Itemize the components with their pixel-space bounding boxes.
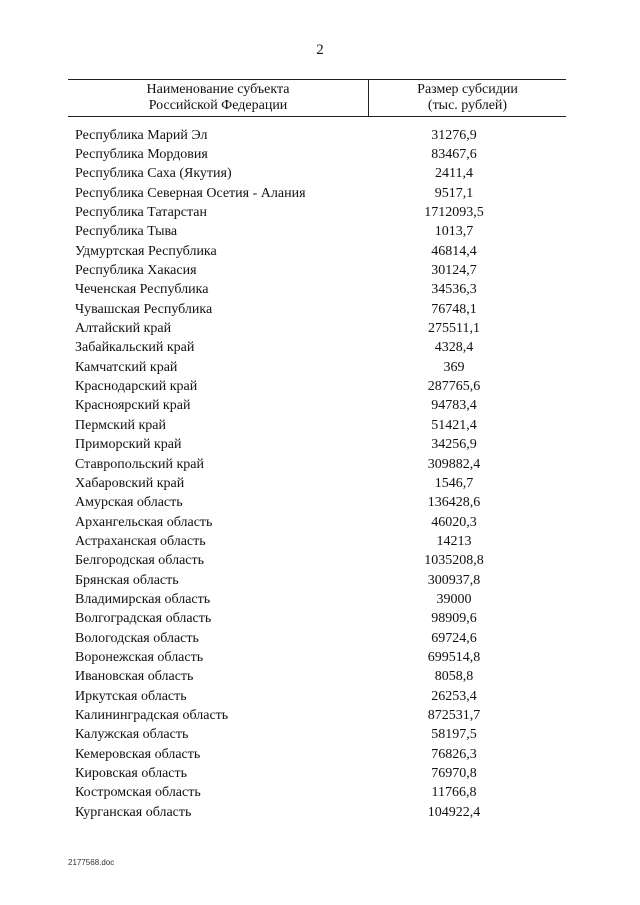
subsidy-amount: 4328,4	[434, 340, 474, 356]
region-name: Красноярский край	[75, 398, 191, 414]
subsidy-amount: 76826,3	[431, 746, 477, 762]
table-row	[75, 532, 555, 551]
subsidy-amount: 39000	[436, 591, 472, 607]
region-name: Республика Северная Осетия - Алания	[75, 185, 306, 201]
subsidy-amount: 2411,4	[435, 166, 473, 182]
table-row	[75, 455, 555, 474]
region-name: Краснодарский край	[75, 379, 198, 395]
subsidy-amount: 46814,4	[431, 243, 477, 259]
subsidy-amount: 369	[443, 359, 465, 375]
table-row	[75, 764, 555, 783]
column-header-name-line1: Наименование субъекта	[146, 82, 290, 97]
table-row	[75, 706, 555, 725]
table-row	[75, 552, 555, 571]
subsidy-amount: 11766,8	[431, 785, 477, 801]
region-name: Кемеровская область	[75, 746, 201, 762]
table-row	[75, 745, 555, 764]
table-header	[68, 79, 566, 117]
column-header-name-line2: Российской Федерации	[148, 98, 288, 113]
table-row	[75, 726, 555, 745]
region-name: Республика Марий Эл	[75, 127, 208, 143]
table-body	[75, 126, 555, 822]
table-row	[75, 687, 555, 706]
region-name: Иркутская область	[75, 688, 187, 704]
table-row	[75, 474, 555, 493]
subsidy-amount: 14213	[436, 533, 472, 549]
region-name: Хабаровский край	[75, 475, 185, 491]
subsidy-amount: 104922,4	[427, 804, 481, 820]
table-row	[75, 184, 555, 203]
subsidy-amount: 1546,7	[434, 475, 474, 491]
region-name: Чеченская Республика	[75, 282, 209, 298]
table-row	[75, 436, 555, 455]
subsidy-amount: 1013,7	[434, 224, 474, 240]
page-number: 2	[316, 42, 324, 58]
subsidy-amount: 9517,1	[434, 185, 474, 201]
region-name: Воронежская область	[75, 649, 204, 665]
table-row	[75, 610, 555, 629]
subsidy-amount: 1712093,5	[424, 205, 484, 221]
region-name: Архангельская область	[75, 514, 213, 530]
subsidy-amount: 76970,8	[431, 766, 477, 782]
subsidy-amount: 76748,1	[431, 301, 477, 317]
subsidy-amount: 275511,1	[428, 321, 480, 337]
table-row	[75, 223, 555, 242]
region-name: Ставропольский край	[75, 456, 204, 472]
subsidy-amount: 69724,6	[431, 630, 477, 646]
table-row	[75, 358, 555, 377]
table-row	[75, 242, 555, 261]
region-name: Пермский край	[75, 417, 166, 433]
region-name: Калининградская область	[75, 707, 229, 723]
subsidy-amount: 98909,6	[431, 611, 477, 627]
table-row	[75, 668, 555, 687]
table-row	[75, 648, 555, 667]
region-name: Астраханская область	[75, 533, 206, 549]
subsidy-amount: 46020,3	[431, 514, 477, 530]
region-name: Вологодская область	[75, 630, 199, 646]
subsidy-amount: 136428,6	[427, 495, 481, 511]
region-name: Ивановская область	[75, 669, 194, 685]
column-header-amount	[369, 80, 566, 116]
region-name: Амурская область	[75, 495, 183, 511]
subsidy-amount: 309882,4	[427, 456, 481, 472]
subsidy-amount: 83467,6	[431, 147, 477, 163]
table-row	[75, 416, 555, 435]
subsidy-amount: 1035208,8	[424, 553, 484, 569]
region-name: Камчатский край	[75, 359, 178, 375]
region-name: Забайкальский край	[75, 340, 195, 356]
table-row	[75, 126, 555, 145]
subsidy-amount: 300937,8	[427, 572, 481, 588]
region-name: Республика Тыва	[75, 224, 178, 240]
column-header-amount-line2: (тыс. рублей)	[427, 98, 508, 113]
region-name: Кировская область	[75, 766, 188, 782]
table-row	[75, 590, 555, 609]
region-name: Калужская область	[75, 727, 189, 743]
table-row	[75, 203, 555, 222]
region-name: Волгоградская область	[75, 611, 212, 627]
region-name: Республика Саха (Якутия)	[75, 166, 232, 182]
region-name: Республика Хакасия	[75, 263, 197, 279]
subsidy-amount: 34536,3	[431, 282, 477, 298]
table-row	[75, 319, 555, 338]
table-row	[75, 803, 555, 822]
region-name: Курганская область	[75, 804, 192, 820]
table-row	[75, 165, 555, 184]
table-row	[75, 513, 555, 532]
region-name: Владимирская область	[75, 591, 211, 607]
subsidy-amount: 699514,8	[427, 649, 481, 665]
subsidy-amount: 58197,5	[431, 727, 477, 743]
table-row	[75, 261, 555, 280]
table-row	[75, 571, 555, 590]
region-name: Костромская область	[75, 785, 201, 801]
table-row	[75, 281, 555, 300]
subsidy-amount: 34256,9	[431, 437, 477, 453]
region-name: Алтайский край	[75, 321, 172, 337]
region-name: Республика Татарстан	[75, 205, 208, 221]
table-row	[75, 784, 555, 803]
column-header-amount-line1: Размер субсидии	[417, 82, 518, 97]
subsidy-amount: 872531,7	[427, 707, 481, 723]
table-row	[75, 377, 555, 396]
region-name: Брянская область	[75, 572, 179, 588]
subsidy-amount: 94783,4	[431, 398, 477, 414]
table-row	[75, 145, 555, 164]
table-row	[75, 629, 555, 648]
subsidy-amount: 26253,4	[431, 688, 477, 704]
table-row	[75, 339, 555, 358]
table-row	[75, 494, 555, 513]
region-name: Удмуртская Республика	[75, 243, 217, 259]
table-row	[75, 300, 555, 319]
table-row	[75, 397, 555, 416]
region-name: Приморский край	[75, 437, 182, 453]
subsidy-amount: 51421,4	[431, 417, 477, 433]
subsidy-amount: 8058,8	[434, 669, 474, 685]
region-name: Чувашская Республика	[75, 301, 213, 317]
subsidy-amount: 31276,9	[431, 127, 477, 143]
column-header-name	[68, 80, 369, 116]
subsidy-amount: 287765,6	[427, 379, 481, 395]
document-filename: 2177568.doc	[68, 858, 115, 867]
region-name: Белгородская область	[75, 553, 205, 569]
region-name: Республика Мордовия	[75, 147, 208, 163]
subsidy-amount: 30124,7	[431, 263, 477, 279]
